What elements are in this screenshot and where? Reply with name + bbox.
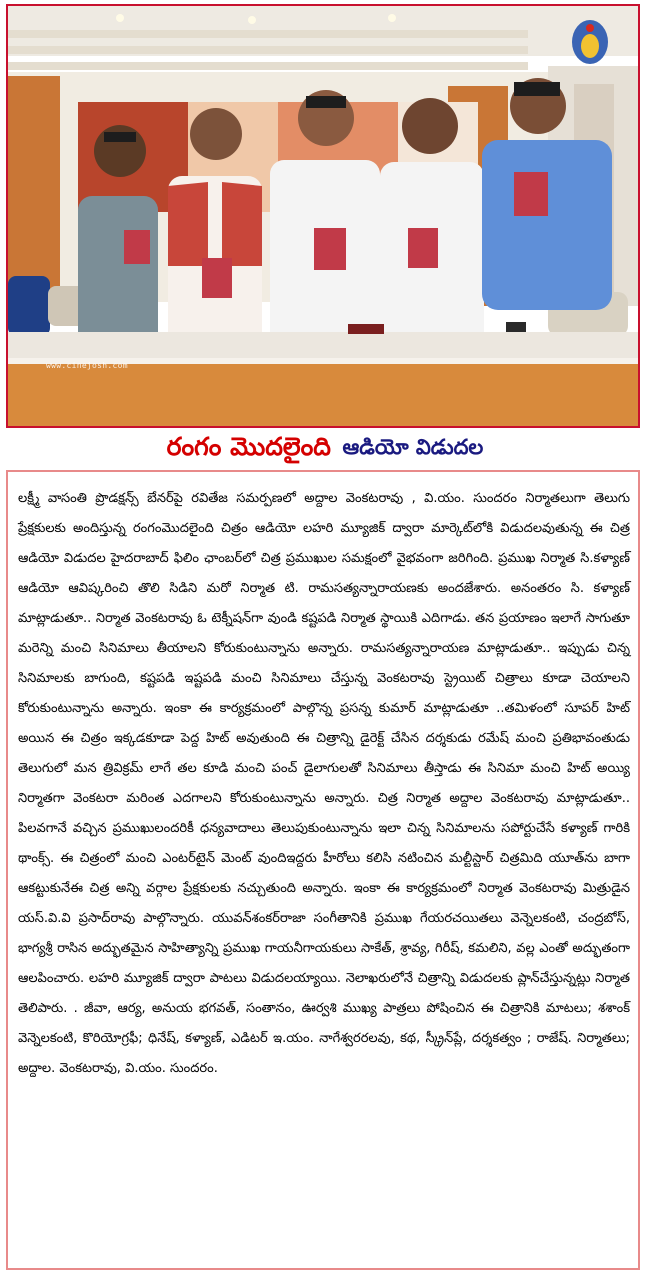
headline <box>0 432 650 468</box>
headline-title: రంగం మొదలైంది <box>166 432 331 461</box>
article-box <box>6 470 640 1270</box>
photo-watermark: www.cinejosh.com <box>46 361 128 370</box>
event-photo <box>6 4 640 428</box>
article-body: లక్ష్మీ వాసంతి ప్రొడక్షన్స్ బేనర్‌పై రవితేజ సమర్పణలో అద్దాల వెంకటరావు , వి.యం. సుందరం నిర్మాతలుగా తెలుగు ప్రేక్షకులకు అందిస్తున్న రంగంమొదలైంది చిత్రం ఆడియో లహరి మ్యూజిక్ ద్వారా మార్కెట్‌లోకి విడుదలవుతున్న ఈ చిత్ర ఆడియో విడుదల హైదరాబాద్ ఫిలిం ఛాంబర్‌లో చిత్ర ప్రముఖుల సమక్షంలో వైభవంగా జరిగింది. ప్రముఖ నిర్మాత సి.కళ్యాణ్ ఆడియో ఆవిష్కరించి తొలి సిడిని మరో నిర్మాత టి. రామసత్యన్నారాయణకు అందజేశారు. అనంతరం సి. కళ్యాణ్ మాట్లాడుతూ.. నిర్మాత వెంకటరావు ఓ టెక్నీషన్‌గా వుండి కష్టపడి నిర్మాత స్థాయికి ఎదిగాడు. తన ప్రయాణం ఇలాగే సాగుతూ మరెన్ని మంచి సినిమాలు తీయాలని కోరుకుంటున్నాను అన్నారు. రామసత్యన్నారాయణ మాట్లాడుతూ.. ఇప్పుడు చిన్న సినిమాలకు బాగుంది, కష్టపడి ఇష్టపడి మంచి సినిమాలు చేస్తున్న వెంకటరావు స్ట్రెయిట్ చిత్రాలు కూడా చెయాలని కోరుకుంటున్నాను అన్నారు. ఇంకా ఈ కార్యక్రమంలో పాల్గొన్న ప్రసన్న కుమార్ మాట్లాడుతూ ..తమిళంలో సూపర్ హిట్ అయిన ఈ చిత్రం ఇక్కడకూడా పెద్ద హిట్ అవుతుంది ఈ చిత్రాన్ని డైరెక్ట్ చేసిన దర్శకుడు రమేష్ మంచి ప్రతిభావంతుడు తెలుగులో మన త్రివిక్రమ్ లాగే తల కూడి మంచి పంచ్ డైలాగులతో సినిమాలు తీస్తాడు ఈ సినిమా మంచి హిట్ అయ్యి నిర్మాతగా వెంకటరా మరింత ఎదగాలని కోరుకుంటున్నాను అన్నారు. చిత్ర నిర్మాత అద్దాల వెంకటరావు మాట్లాడుతూ.. పిలవగానే వచ్చిన ప్రముఖులందరికీ ధన్యవాదాలు తెలుపుకుంటున్నాను ఇలా చిన్న సినిమాలను సపోర్టుచేసే కళ్యాణ్ గారికి థాంక్స్. ఈ చిత్రంలో మంచి ఎంటర్‌టైన్ మెంట్ వుందిఇద్దరు హీరోలు కలిసి నటించిన మల్టీస్టార్ చిత్రమిది యూత్‌ను బాగా ఆకట్టుకునేఈ చిత్ర అన్ని వర్గాల ప్రేక్షకులకు నచ్చుతుంది అన్నారు. ఇంకా ఈ కార్యక్రమంలో నిర్మాత వెంకటరావు మిత్రుడైన యస్.వి.వి ప్రసాద్‌రావు పాల్గొన్నారు. యువన్‌శంకర్‌రాజా సంగీతానికి ప్రముఖ గేయరచయితలు వెన్నెలకంటి, చంద్రబోస్, భాగ్యశ్రీ రాసిన అద్భుతమైన సాహిత్యాన్ని ప్రముఖ గాయనీగాయకులు సాకేత్, శ్రావ్య, గిరీష్, కమలిని, వల్ల ఎంతో అద్భుతంగా ఆలపించారు. లహరి మ్యూజిక్ ద్వారా పాటలు విడుదలయ్యాయి. నెలాఖరులోనే చిత్రాన్ని విడుదలకు ప్లాన్‌చేస్తున్నట్లు నిర్మాత తెలిపారు. . జీవా, ఆర్య, అనుయ భగవత్, సంతానం, ఊర్వశి ముఖ్య పాత్రలు పోషించిన ఈ చిత్రానికి మాటలు; శశాంక్ వెన్నెలకంటి, కొరియోగ్రఫీ; ధినేష్, కళ్యాణ్, ఎడిటర్ ఇ.యం. నాగేశ్వరరలవు, కథ, స్క్రీన్‌ప్లే, దర్శకత్వం ; రాజేష్. నిర్మాతలు; అద్దాల. వెంకటరావు, వి.యం. సుందరం. <box>18 491 630 1076</box>
cinejosh-logo-icon <box>572 20 608 64</box>
headline-subtitle: ఆడియో విడుదల <box>342 435 484 459</box>
